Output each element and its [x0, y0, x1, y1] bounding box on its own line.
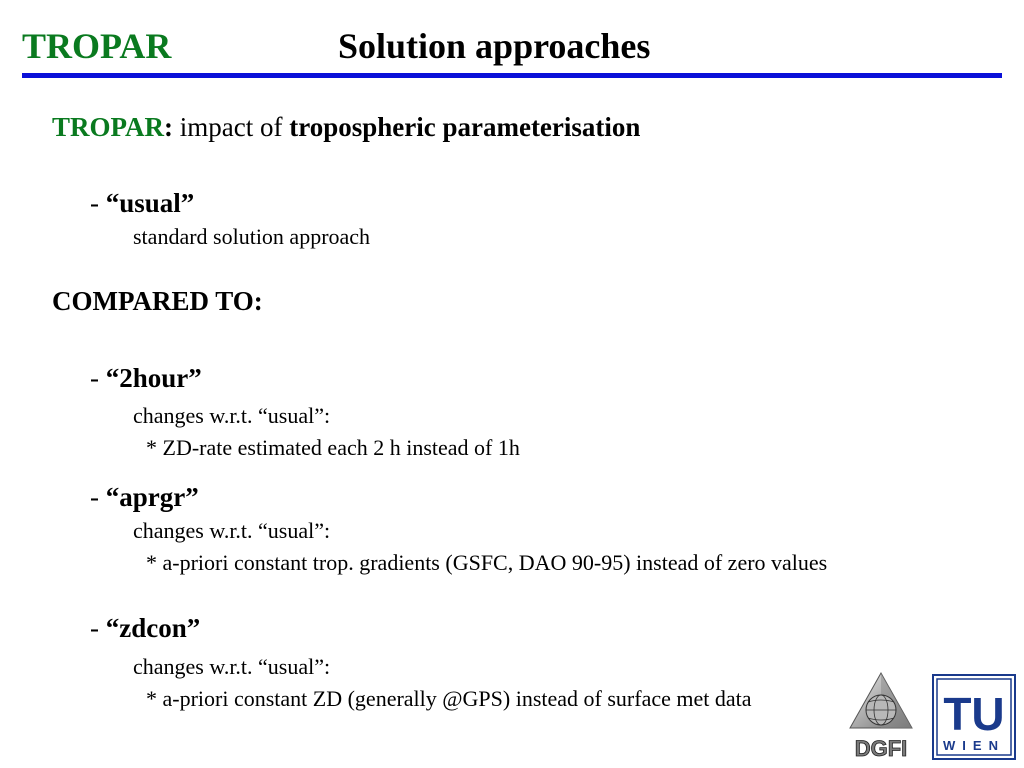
slide-title: Solution approaches: [338, 26, 651, 66]
usual-name: “usual”: [105, 188, 195, 218]
approach-zdcon-bullet: [90, 611, 200, 645]
approach-dash: -: [90, 363, 106, 393]
approach-name: “aprgr”: [105, 482, 199, 512]
compared-heading: COMPARED TO:: [52, 286, 263, 316]
approach-2hour-bullet: [90, 361, 202, 395]
approach-changes: changes w.r.t. “usual”:: [133, 403, 331, 428]
intro-colon: :: [164, 112, 173, 142]
tu-text: TU: [943, 688, 1005, 740]
approach-detail: * a-priori constant trop. gradients (GSFC, DAO 90-95) instead of zero values: [146, 550, 828, 575]
approach-name: “2hour”: [105, 363, 202, 393]
usual-bullet: [90, 186, 194, 220]
dgfi-text: DGFI: [854, 736, 908, 761]
title-rule: [22, 73, 1002, 78]
tu-wien-logo: [932, 674, 1016, 760]
intro-line: [52, 110, 640, 144]
approach-detail: * ZD-rate estimated each 2 h instead of 1h: [146, 435, 520, 460]
wien-text: WIEN: [943, 738, 1005, 753]
usual-dash: -: [90, 188, 106, 218]
approach-changes: changes w.r.t. “usual”:: [133, 654, 331, 679]
approach-dash: -: [90, 613, 106, 643]
approach-dash: -: [90, 482, 106, 512]
approach-changes: changes w.r.t. “usual”:: [133, 518, 331, 543]
approach-detail: * a-priori constant ZD (generally @GPS) instead of surface met data: [146, 686, 752, 711]
intro-emphasis: tropospheric parameterisation: [289, 112, 641, 142]
intro-text: impact of: [173, 112, 290, 142]
usual-desc: standard solution approach: [133, 224, 371, 249]
brand-title: TROPAR: [22, 26, 172, 66]
approach-name: “zdcon”: [105, 613, 201, 643]
approach-aprgr-bullet: [90, 480, 199, 514]
dgfi-logo: [846, 670, 916, 762]
intro-label: TROPAR: [52, 112, 164, 142]
